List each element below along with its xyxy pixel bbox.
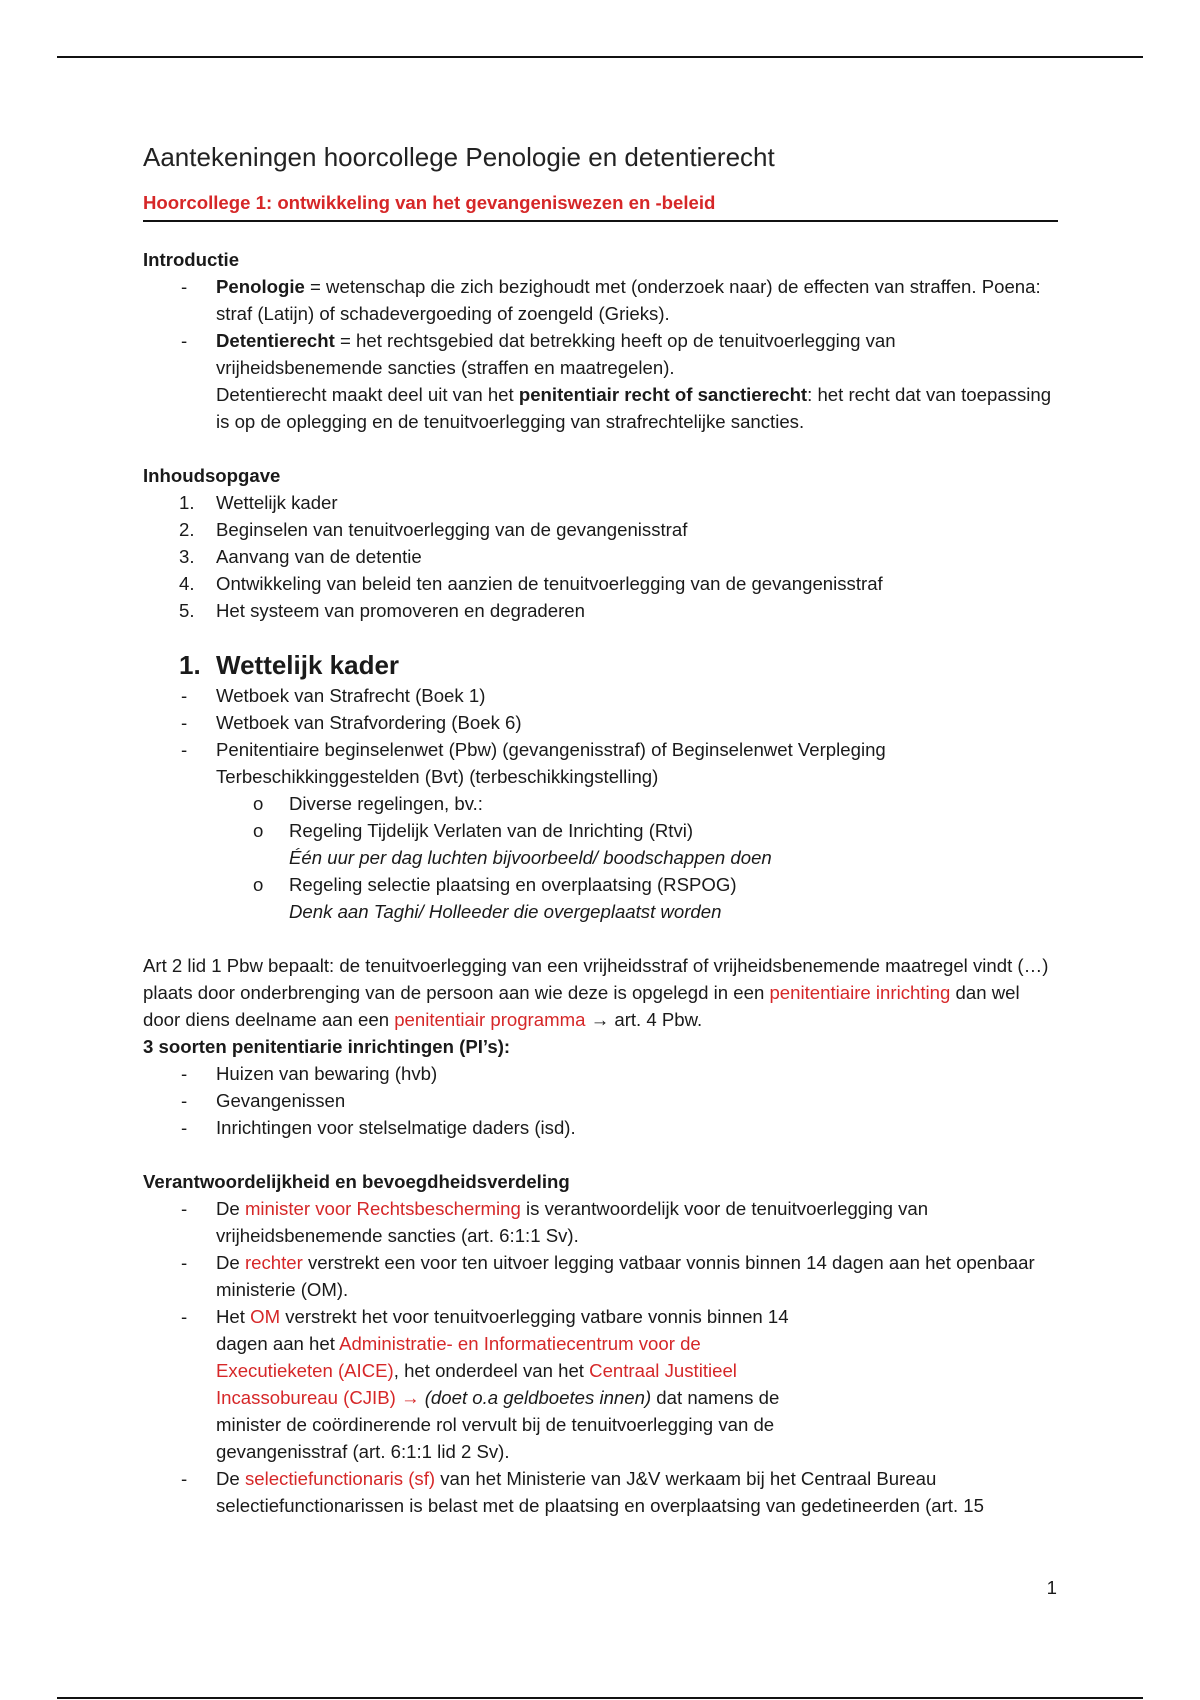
institutions-heading: 3 soorten penitentiarie inrichtingen (PI’s):	[143, 1036, 511, 1057]
toc-item: 4. Ontwikkeling van beleid ten aanzien de tenuitvoerlegging van de gevangenisstraf	[179, 573, 883, 594]
responsibility-heading: Verantwoordelijkheid en bevoegdheidsverdeling	[143, 1171, 570, 1192]
toc-item: 5. Het systeem van promoveren en degraderen	[179, 600, 585, 621]
sub-list	[143, 790, 1058, 925]
list-item: - De rechter verstrekt een voor ten uitvoer legging vatbaar vonnis binnen 14 dagen aan het openbaar ministerie (OM).	[181, 1252, 1035, 1300]
list-item: - Inrichtingen voor stelselmatige daders (isd).	[181, 1117, 576, 1138]
document-title: Aantekeningen hoorcollege Penologie en detentierecht	[143, 142, 775, 172]
list-item: - Huizen van bewaring (hvb)	[181, 1063, 438, 1084]
list-item: - Gevangenissen	[181, 1090, 346, 1111]
intro-heading: Introductie	[143, 249, 240, 270]
article-paragraph: Art 2 lid 1 Pbw bepaalt: de tenuitvoerlegging van een vrijheidsstraf of vrijheidsbenemende maatregel vindt (…) plaats door onderbrenging van de persoon aan wie deze is opgelegd in een penitentiaire inrichting dan wel door diens deelname aan een penitentiair programma → art. 4 Pbw.	[143, 955, 1049, 1030]
toc-list	[143, 489, 1058, 624]
institutions-list	[143, 1060, 1058, 1141]
footer-rule	[57, 1697, 1143, 1699]
sub-list-item: o Regeling Tijdelijk Verlaten van de Inrichting (Rtvi) Één uur per dag luchten bijvoorbeeld/ boodschappen doen	[253, 820, 772, 868]
document-page	[143, 140, 1058, 1519]
list-item: - Wetboek van Strafrecht (Boek 1)	[181, 685, 486, 706]
toc-item: 2. Beginselen van tenuitvoerlegging van de gevangenisstraf	[179, 519, 688, 540]
list-item: - Penitentiaire beginselenwet (Pbw) (gevangenisstraf) of Beginselenwet Verpleging Terbeschikkinggestelden (Bvt) (terbeschikkingstelling) o Diverse regelingen, bv.: o Regeling Tijdelijk Verlaten van de Inrichting (Rtvi) Één uur per dag luchten bijvoorbeeld/ boodschappen doen o Regeling selectie plaatsing en overplaatsing (RSPOG) Denk aan Taghi/ Holleeder die overgeplaatst worden	[143, 736, 1058, 925]
list-item: - De selectiefunctionaris (sf) van het Ministerie van J&V werkaam bij het Centraal Bureau selectiefunctionarissen is belast met de plaatsing en overplaatsing van gedetineerden (art. 15	[181, 1468, 984, 1516]
list-item: - Het OM verstrekt het voor tenuitvoerlegging vatbare vonnis binnen 14 dagen aan het Administratie- en Informatiecentrum voor de Executieketen (AICE), het onderdeel van het Centraal Justitieel Incassobureau (CJIB) → (doet o.a geldboetes innen) dat namens de minister de coördinerende rol vervult bij de tenuitvoerlegging van de gevangenisstraf (art. 6:1:1 lid 2 Sv).	[181, 1306, 789, 1462]
list-item: - Wetboek van Strafvordering (Boek 6)	[181, 712, 522, 733]
toc-heading: Inhoudsopgave	[143, 465, 281, 486]
responsibility-list	[143, 1195, 1058, 1519]
sub-list-item: o Diverse regelingen, bv.:	[253, 793, 483, 814]
list-item: - Detentierecht = het rechtsgebied dat betrekking heeft op de tenuitvoerlegging van vrijheidsbenemende sancties (straffen en maatregelen). Detentierecht maakt deel uit van het penitentiair recht of sanctierecht: het recht dat van toepassing is op de oplegging en de tenuitvoerlegging van strafrechtelijke sancties.	[181, 330, 1052, 432]
section-heading: 1. Wettelijk kader	[179, 650, 400, 680]
intro-list	[143, 273, 1058, 435]
section1-list	[143, 682, 1058, 925]
page-number: 1	[1046, 1577, 1057, 1598]
list-item: - Penologie = wetenschap die zich bezighoudt met (onderzoek naar) de effecten van straffen. Poena: straf (Latijn) of schadevergoeding of zoengeld (Grieks).	[181, 276, 1041, 324]
list-item: - De minister voor Rechtsbescherming is verantwoordelijk voor de tenuitvoerlegging van vrijheidsbenemende sancties (art. 6:1:1 Sv).	[181, 1198, 929, 1246]
header-rule	[57, 56, 1143, 58]
toc-item: 3. Aanvang van de detentie	[179, 546, 422, 567]
toc-item: 1. Wettelijk kader	[179, 492, 338, 513]
lecture-heading: Hoorcollege 1: ontwikkeling van het gevangeniswezen en -beleid	[143, 190, 1058, 222]
sub-list-item: o Regeling selectie plaatsing en overplaatsing (RSPOG) Denk aan Taghi/ Holleeder die overgeplaatst worden	[253, 874, 737, 922]
